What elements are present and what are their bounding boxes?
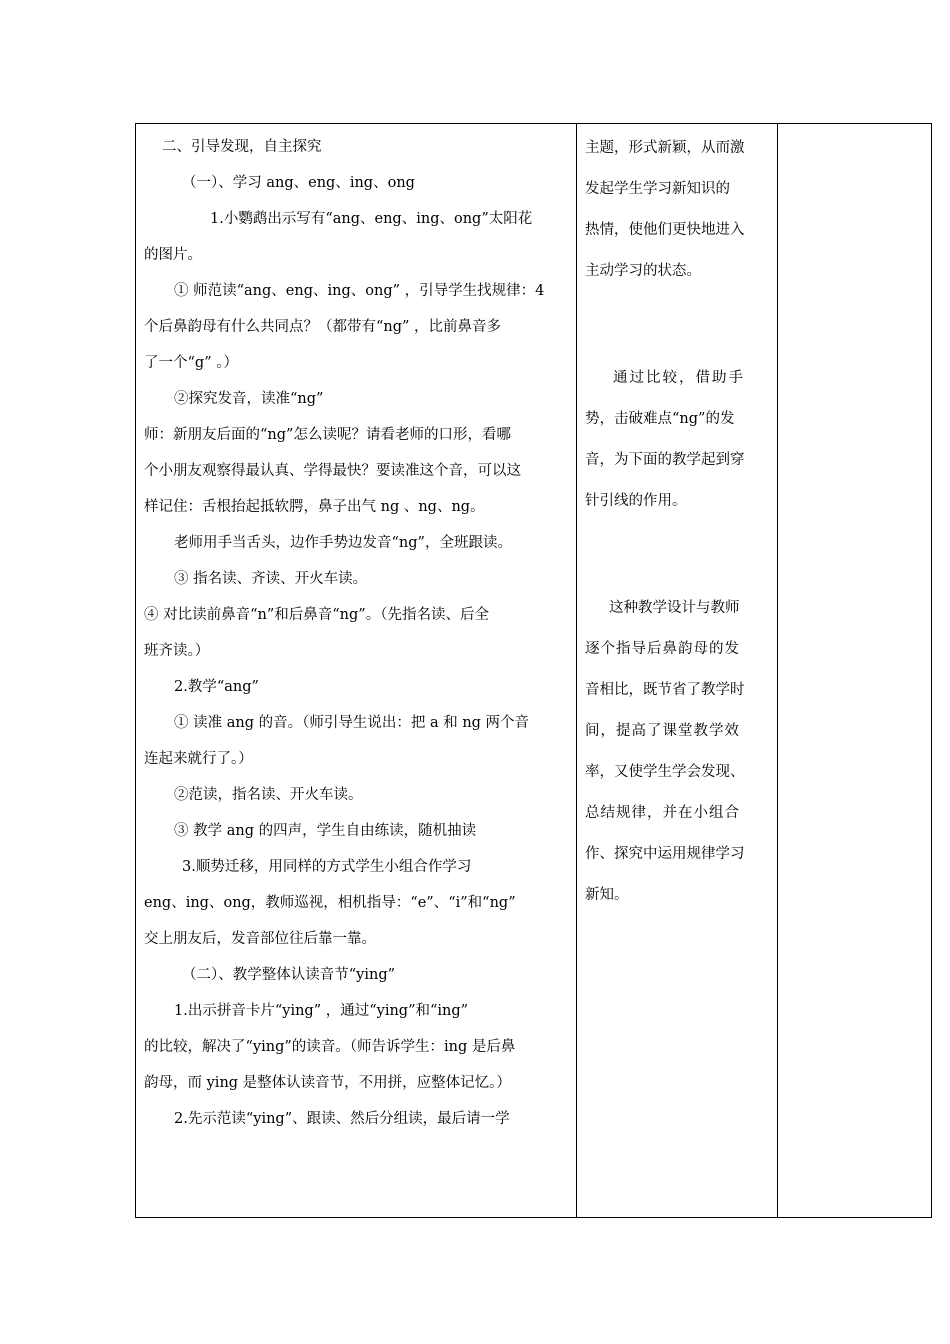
paragraph-line: 老师用手当舌头，边作手势边发音“ng”，全班跟读。 [174,535,512,551]
subsection-heading: （二）、教学整体认读音节“ying” [182,967,396,983]
note-line: 作、探究中运用规律学习 [585,846,745,862]
paragraph-line: ① 师范读“ang、eng、ing、ong” ，引导学生找规律：4 [174,283,545,299]
note-line: 逐个指导后鼻韵母的发 [585,641,740,657]
paragraph-line: ④ 对比读前鼻音“n”和后鼻音“ng”。（先指名读、后全 [144,607,489,623]
paragraph-line: 的图片。 [144,247,202,263]
paragraph-line: ③ 教学 ang 的四声，学生自由练读，随机抽读 [174,823,477,839]
paragraph-line: 的比较，解决了“ying”的读音。（师告诉学生：ing 是后鼻 [144,1039,516,1055]
paragraph-line: 2.先示范读“ying”、跟读、然后分组读，最后请一学 [174,1111,510,1127]
paragraph-line: ②范读，指名读、开火车读。 [174,787,363,803]
note-line: 主动学习的状态。 [585,263,701,279]
subsection-heading: （一）、学习 ang、eng、ing、ong [182,175,415,191]
note-line: 音相比，既节省了教学时 [585,682,745,698]
paragraph-line: ① 读准 ang 的音。（师引导生说出：把 a 和 ng 两个音 [174,715,530,731]
paragraph-line: ③ 指名读、齐读、开火车读。 [174,571,368,587]
note-line: 发起学生学习新知识的 [585,181,730,197]
note-line: 主题，形式新颖，从而激 [585,140,745,156]
paragraph-line: 个后鼻韵母有什么共同点？（都带有“ng” ，比前鼻音多 [144,319,502,335]
note-line: 这种教学设计与教师 [609,600,740,616]
paragraph-line: ②探究发音，读准“ng” [174,391,324,407]
section-heading: 二、引导发现，自主探究 [162,139,322,155]
paragraph-line: 了一个“g” 。） [144,355,238,371]
note-line: 针引线的作用。 [585,493,687,509]
paragraph-line: 2.教学“ang” [174,679,259,695]
note-line: 音，为下面的教学起到穿 [585,452,745,468]
paragraph-line: 3.顺势迁移，用同样的方式学生小组合作学习 [182,859,472,875]
empty-remarks-column [778,124,932,1217]
note-line: 通过比较，借助手 [613,370,745,386]
note-line: 热情，使他们更快地进入 [585,222,745,238]
paragraph-line: 班齐读。） [144,643,210,659]
note-line: 间，提高了课堂教学效 [585,723,740,739]
paragraph-line: 韵母，而 ying 是整体认读音节，不用拼，应整体记忆。） [144,1075,511,1091]
design-intent-column [577,124,777,1217]
teaching-process-column [136,124,576,1217]
paragraph-line: 连起来就行了。） [144,751,253,767]
note-line: 势，击破难点“ng”的发 [585,411,735,427]
lesson-table [135,123,932,1218]
paragraph-line: 个小朋友观察得最认真、学得最快？要读准这个音，可以这 [144,463,521,479]
note-line: 新知。 [585,887,629,903]
paragraph-line: 样记住：舌根抬起抵软腭，鼻子出气 ng 、ng、ng。 [144,499,485,515]
paragraph-line: 1.小鹦鹉出示写有“ang、eng、ing、ong”太阳花 [210,211,533,227]
paragraph-line: 1.出示拼音卡片“ying” ，通过“ying”和“ing” [174,1003,469,1019]
paragraph-line: 交上朋友后，发音部位往后靠一靠。 [144,931,376,947]
paragraph-line: eng、ing、ong，教师巡视，相机指导：“e”、“i”和“ng” [144,895,516,911]
paragraph-line: 师：新朋友后面的“ng”怎么读呢？请看老师的口形，看哪 [144,427,511,443]
note-line: 总结规律，并在小组合 [585,805,740,821]
note-line: 率，又使学生学会发现、 [585,764,745,780]
